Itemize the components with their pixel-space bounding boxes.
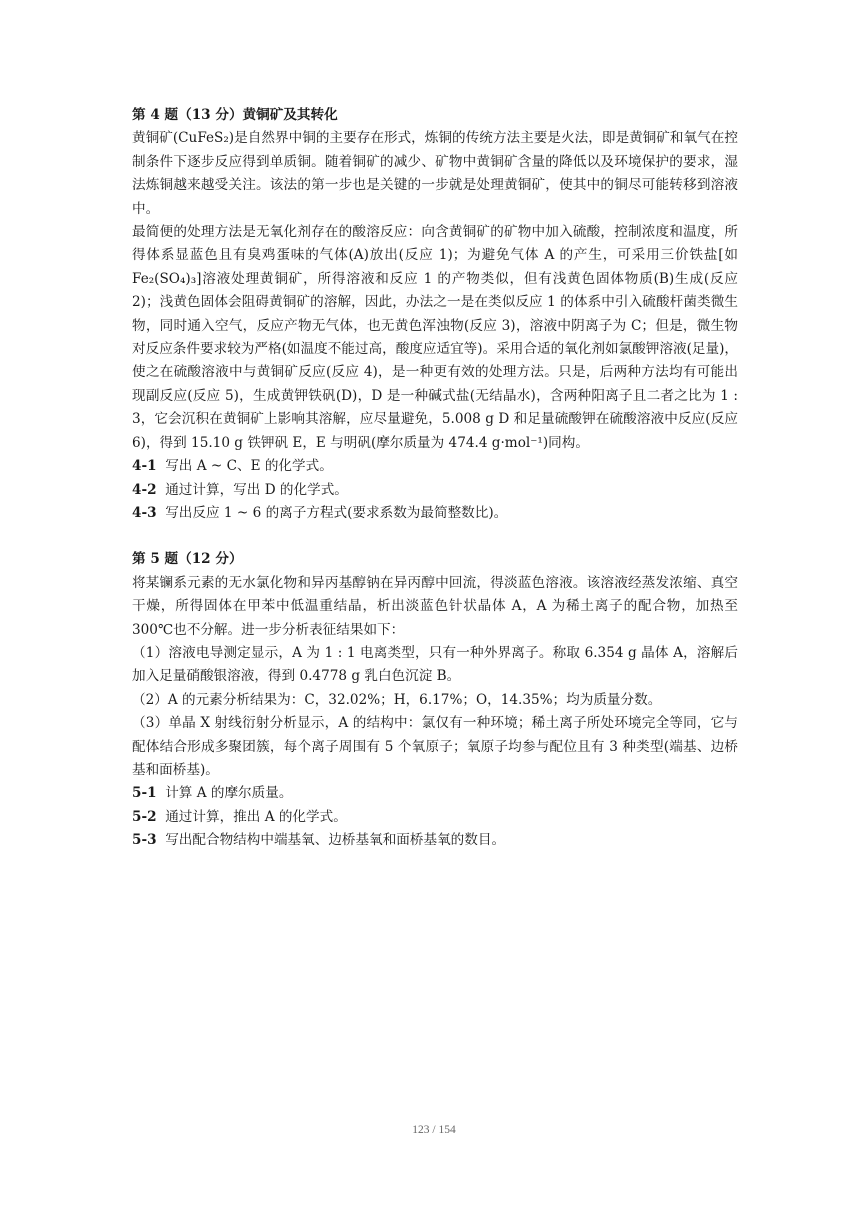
subquestion-text: 通过计算，写出 D 的化学式。 — [165, 481, 348, 498]
subquestion-label: 5-1 — [132, 785, 157, 802]
subquestion-text: 写出配合物结构中端基氧、边桥基氧和面桥基氧的数目。 — [165, 832, 506, 849]
document-page — [132, 104, 738, 853]
subquestion-text: 计算 A 的摩尔质量。 — [165, 785, 293, 802]
question-5-subquestion-2 — [132, 806, 738, 829]
question-4-paragraph-2: 最简便的处理方法是无氧化剂存在的酸溶反应：向含黄铜矿的矿物中加入硫酸，控制浓度和温度，所得体系显蓝色且有臭鸡蛋味的气体(A)放出(反应 1)；为避免气体 A 的产生，可采用三价铁盐[如 Fe₂(SO₄)₃]溶液处理黄铜矿，所得溶液和反应 1 的产物类似，但有浅黄色固体物质(B)生成(反应 2)；浅黄色固体会阻碍黄铜矿的溶解，因此，办法之一是在类似反应 1 的体系中引入硫酸杆菌类微生物，同时通入空气，反应产物无气体，也无黄色浑浊物(反应 3)，溶液中阴离子为 C；但是，微生物对反应条件要求较为严格(如温度不能过高，酸度应适宜等)。采用合适的氧化剂如氯酸钾溶液(足量)，使之在硫酸溶液中与黄铜矿反应(反应 4)，是一种更有效的处理方法。只是，后两种方法均有可能出现副反应(反应 5)，生成黄钾铁矾(D)，D 是一种碱式盐(无结晶水)，含两种阳离子且二者之比为 1 : 3，它会沉积在黄铜矿上影响其溶解，应尽量避免，5.008 g D 和足量硫酸钾在硫酸溶液中反应(反应 6)，得到 15.10 g 铁钾矾 E，E 与明矾(摩尔质量为 474.4 g·mol⁻¹)同构。 — [132, 224, 738, 451]
question-4-subquestion-1 — [132, 455, 738, 478]
question-5-title: 第 5 题（12 分） — [132, 551, 243, 568]
subquestion-label: 4-3 — [132, 504, 157, 521]
subquestion-label: 4-2 — [132, 481, 157, 498]
page-number: 123 / 154 — [412, 1124, 456, 1136]
question-4-subquestion-3 — [132, 502, 738, 525]
subquestion-text: 写出 A ~ C、E 的化学式。 — [165, 458, 333, 475]
subquestion-text: 通过计算，推出 A 的化学式。 — [165, 808, 347, 825]
question-5-subquestion-1 — [132, 782, 738, 805]
subquestion-label: 5-3 — [132, 832, 157, 849]
subquestion-label: 5-2 — [132, 808, 157, 825]
question-5-paragraph-1: 将某镧系元素的无水氯化物和异丙基醇钠在异丙醇中回流，得淡蓝色溶液。该溶液经蒸发浓缩、真空干燥，所得固体在甲苯中低温重结晶，析出淡蓝色针状晶体 A，A 为稀土离子的配合物，加热至 300℃也不分解。进一步分析表征结果如下： — [132, 574, 738, 638]
question-5-subquestion-3 — [132, 829, 738, 852]
question-5-paragraph-3: （2）A 的元素分析结果为：C，32.02%；H，6.17%；O，14.35%；均为质量分数。 — [132, 691, 662, 708]
question-4-subquestion-2 — [132, 479, 738, 502]
question-5-paragraph-2: （1）溶液电导测定显示，A 为 1 : 1 电离类型，只有一种外界离子。称取 6.354 g 晶体 A，溶解后加入足量硝酸银溶液，得到 0.4778 g 乳白色沉淀 B。 — [132, 644, 738, 685]
question-5-paragraph-4: （3）单晶 X 射线衍射分析显示，A 的结构中：氯仅有一种环境；稀土离子所处环境完全等同，它与配体结合形成多聚团簇，每个离子周围有 5 个氧原子；氧原子均参与配位且有 3 种类型(端基、边桥基和面桥基)。 — [132, 715, 738, 778]
question-4-paragraph-1: 黄铜矿(CuFeS₂)是自然界中铜的主要存在形式，炼铜的传统方法主要是火法，即是黄铜矿和氧气在控制条件下逐步反应得到单质铜。随着铜矿的减少、矿物中黄铜矿含量的降低以及环境保护的要求，湿法炼铜越来越受关注。该法的第一步也是关键的一步就是处理黄铜矿，使其中的铜尽可能转移到溶液中。 — [132, 130, 738, 217]
question-4-title: 第 4 题（13 分）黄铜矿及其转化 — [132, 107, 338, 123]
section-gap — [132, 525, 738, 548]
subquestion-text: 写出反应 1 ~ 6 的离子方程式(要求系数为最简整数比)。 — [165, 504, 508, 521]
subquestion-label: 4-1 — [132, 458, 157, 475]
